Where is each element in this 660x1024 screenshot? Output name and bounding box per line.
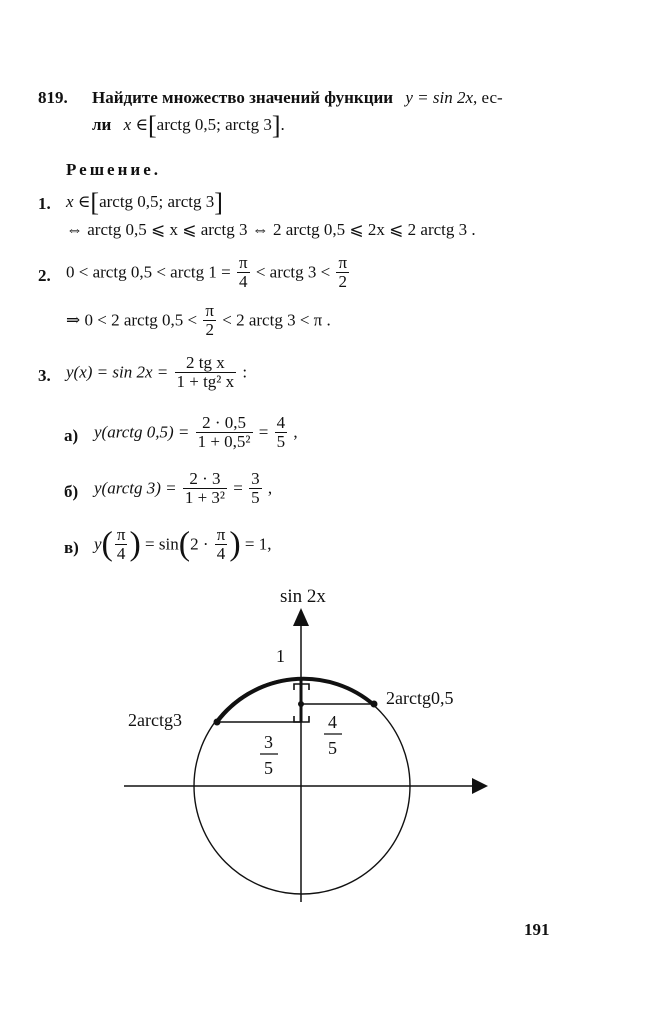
point-right xyxy=(371,701,378,708)
y-axis-arrow xyxy=(293,608,309,626)
problem-condition: x ∈ xyxy=(123,114,148,134)
step2-l2-b: < 2 arctg 3 < π . xyxy=(222,310,331,330)
step3b-label: б) xyxy=(64,482,79,501)
step1-cond: x ∈ xyxy=(66,191,91,211)
step3c-end: = 1, xyxy=(244,534,272,554)
step3b-end: , xyxy=(267,478,273,498)
step1-number: 1. xyxy=(38,194,51,213)
step1-interval: arctg 0,5; arctg 3 xyxy=(99,191,215,211)
step3b-eq: = xyxy=(233,478,243,498)
point-left xyxy=(214,719,221,726)
label-one: 1 xyxy=(276,646,285,666)
frac-left-den: 5 xyxy=(264,758,273,778)
label-left-point: 2arctg3 xyxy=(128,710,182,730)
frac-left-num: 3 xyxy=(264,732,273,752)
step2-l2-a: ⇒ 0 < 2 arctg 0,5 < xyxy=(66,310,198,330)
step3c-mid: = sin xyxy=(145,534,179,554)
label-right-point: 2arctg0,5 xyxy=(386,688,454,708)
step1-line2: ⇔ arctg 0,5 ⩽ x ⩽ arctg 3 ⇔ 2 arctg 0,5 ⩽ 2x ⩽ 2 arctg 3 . xyxy=(66,220,476,239)
problem-number: 819. xyxy=(38,88,68,107)
step3c-paren2-open: ( xyxy=(178,525,191,563)
right-bracket: ] xyxy=(271,111,281,140)
step3-main-a: y(x) = sin 2x = xyxy=(66,362,169,382)
step3-main-end: : xyxy=(242,362,248,382)
step3c-label: в) xyxy=(64,538,79,557)
frac-right-den: 5 xyxy=(328,738,337,758)
step3a-rden: 5 xyxy=(276,431,286,451)
left-bracket: [ xyxy=(147,111,157,140)
step3b-rnum: 3 xyxy=(251,469,260,488)
problem-line2-end: . xyxy=(280,114,285,134)
frac-right-num: 4 xyxy=(328,712,337,732)
step3a-den: 1 + 0,5² xyxy=(197,431,251,451)
step2-l1-a: 0 < arctg 0,5 < arctg 1 = xyxy=(66,262,231,282)
step3c-y: y xyxy=(94,534,102,554)
step3-main-den: 1 + tg² x xyxy=(176,371,235,391)
problem-text: Найдите множество значений функции xyxy=(92,88,394,107)
problem-function: y = sin 2x xyxy=(405,88,474,107)
step3a-num: 2 · 0,5 xyxy=(196,414,253,433)
step3c-two: 2 · xyxy=(190,534,209,554)
problem-line1-end: , ес- xyxy=(473,88,503,107)
step3b-lhs: y(arctg 3) = xyxy=(94,478,177,498)
step3c-paren-open: ( xyxy=(101,525,113,563)
step3a-end: , xyxy=(293,422,298,442)
step3-number: 3. xyxy=(38,366,51,385)
step3b-den: 1 + 3² xyxy=(184,487,226,507)
problem-interval: arctg 0,5; arctg 3 xyxy=(156,114,272,134)
step3-main-num: 2 tg x xyxy=(175,354,237,373)
step1-right-bracket: ] xyxy=(214,188,223,217)
step3c-paren-close: ) xyxy=(129,525,141,563)
point-top xyxy=(298,701,304,707)
step2-frac3-den: 2 xyxy=(205,319,214,339)
x-axis-arrow xyxy=(472,778,488,794)
step2-number: 2. xyxy=(38,266,51,285)
step3a-rnum: 4 xyxy=(276,413,286,432)
problem-text-2: ли xyxy=(92,114,112,134)
step3c-arg-den: 4 xyxy=(116,543,126,563)
step2-frac3-num: π xyxy=(205,301,214,320)
step2-l1-b: < arctg 3 < xyxy=(255,262,331,282)
step3a-lhs: y(arctg 0,5) = xyxy=(94,422,190,442)
value-arc xyxy=(217,679,374,722)
step2-frac2-den: 2 xyxy=(338,271,348,291)
solution-header: Решение. xyxy=(66,160,161,179)
page-number: 191 xyxy=(524,920,550,939)
step3c-paren2-close: ) xyxy=(229,525,241,563)
step3b-num: 2 · 3 xyxy=(183,470,227,489)
step1-left-bracket: [ xyxy=(90,188,100,217)
step2-frac1-den: 4 xyxy=(239,271,248,291)
step3b-rden: 5 xyxy=(251,487,260,507)
axis-label-sin2x: sin 2x xyxy=(280,586,326,607)
step2-frac2-num: π xyxy=(338,253,348,272)
step2-frac1-num: π xyxy=(238,253,248,272)
step3c-arg-num: π xyxy=(116,525,126,544)
step3c-arg2-num: π xyxy=(216,525,226,544)
step3c-arg2-den: 4 xyxy=(216,543,226,563)
step3a-eq: = xyxy=(258,422,269,442)
step3a-label: а) xyxy=(64,426,79,445)
